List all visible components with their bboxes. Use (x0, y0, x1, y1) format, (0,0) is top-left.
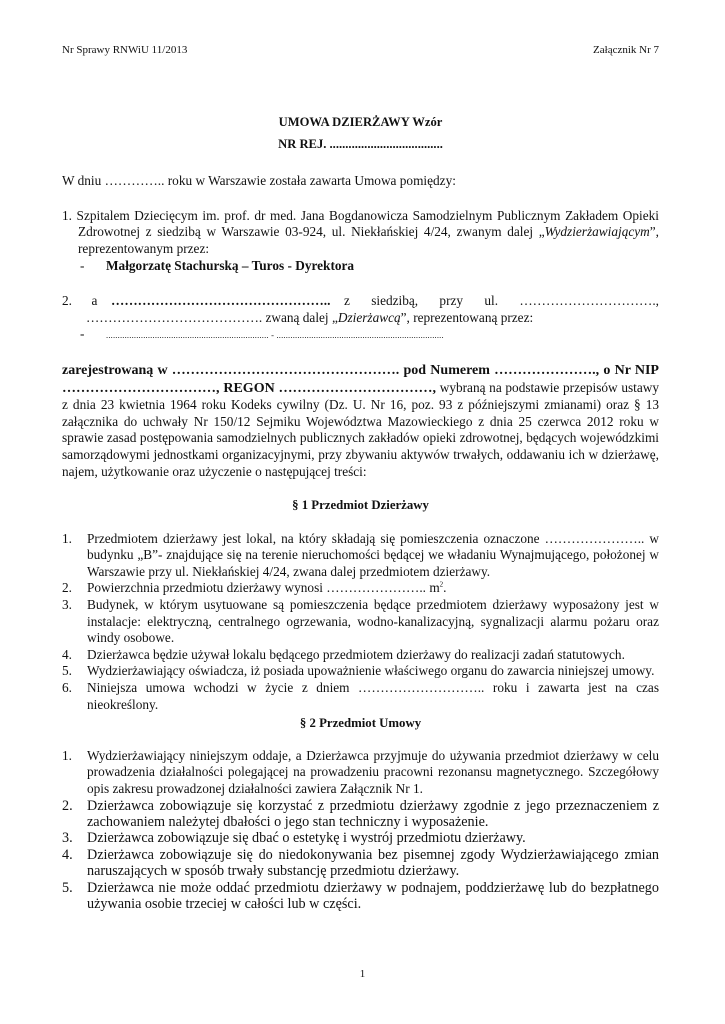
registration-paragraph (62, 362, 659, 480)
item-number: 2. (62, 797, 73, 814)
item-text: Wydzierżawiający oświadcza, iż posiada upoważnienie właściwego organu do zawarcia niniejszej umowy. (87, 663, 655, 679)
contract-intro: W dniu ………….. roku w Warszawie została zawarta Umowa pomiędzy: (62, 173, 456, 189)
party-1-text-end: ”, reprezentowanym przez: (78, 224, 659, 256)
party-2-line2-start: …………………………………. zwaną dalej „ (86, 309, 338, 325)
party-1-term: Wydzierżawiającym (544, 224, 650, 240)
dash-bullet: - (80, 257, 85, 273)
section-1-heading: § 1 Przedmiot Dzierżawy (292, 498, 429, 513)
item-number: 5. (62, 663, 72, 679)
item-number: 1. (62, 530, 72, 546)
dash-bullet: - (80, 326, 85, 342)
page-number: 1 (359, 968, 366, 980)
party-2-number: 2. (62, 293, 72, 309)
item-number: 2. (62, 580, 72, 596)
list-item (62, 680, 659, 713)
section-1-list (62, 531, 659, 714)
party-2-rep-blank-2: ........................................................................ (276, 330, 444, 341)
item-number: 3. (62, 830, 73, 847)
item-text: Wydzierżawiający niniejszym oddaje, a Dzierżawca przyjmuje do używania przedmiot dzierżawy w celu prowadzenia działalności polegającej na prowadzeniu pracowni rezonansu magnetycznego. Szczegółowy opis zakresu prowadzonej działalności zawiera Załącznik Nr 1. (87, 747, 659, 796)
item-number: 6. (62, 680, 72, 696)
list-item (62, 798, 659, 831)
list-item (62, 847, 659, 880)
party-1-representative: Małgorzatę Stachurską – Turos - Dyrektora (106, 257, 355, 273)
party-1 (62, 208, 659, 274)
document-title: UMOWA DZIERŻAWY Wzór (278, 115, 443, 129)
list-item (62, 580, 659, 597)
item-text: Dzierżawca zobowiązuje się dbać o estetykę i wystrój przedmiotu dzierżawy. (87, 830, 526, 847)
item-number: 1. (62, 747, 72, 763)
item-text: Dzierżawca zobowiązuje się do niedokonywania bez pisemnej zgody Wydzierżawiającego zmian naruszających w sposób trwały substancję przedmiotu dzierżawy. (87, 846, 659, 880)
party-2 (62, 293, 659, 344)
item-text: Powierzchnia przedmiotu dzierżawy wynosi ………………….. m (87, 580, 440, 596)
item-text: Budynek, w którym usytuowane są pomieszczenia będące przedmiotem dzierżawy wyposażony jest w instalacje: elektryczną, centralnego ogrzewania, wodno-kanalizacyjną, sygnalizacji alarmu pożaru oraz windy osobowe. (87, 597, 659, 646)
section-2-list (62, 748, 659, 913)
party-1-text-start: 1. Szpitalem Dziecięcym im. prof. dr med. Jana Bogdanowicza Samodzielnym Publicznym Zakładem Opieki Zdrowotnej z siedzibą w Warszawie 03-924, ul. Niekłańskiej 4/24, zwanym dalej „ (62, 207, 659, 240)
list-item (62, 880, 659, 913)
list-item (62, 647, 659, 664)
party-2-seat: z siedzibą, przy ul. …………………………., (343, 293, 659, 309)
item-number: 3. (62, 597, 72, 613)
item-text-after: . (443, 580, 447, 596)
list-item (62, 663, 659, 680)
section-2-heading: § 2 Przedmiot Umowy (299, 716, 422, 731)
list-item (62, 597, 659, 647)
item-text: Dzierżawca zobowiązuje się korzystać z przedmiotu dzierżawy zgodnie z jego przeznaczeniem z zachowaniem należytej dbałości o jego stan techniczny i wyposażenie. (87, 797, 659, 830)
list-item (62, 531, 659, 581)
party-2-name-blank: ………………………………………….. (111, 293, 331, 309)
item-number: 5. (62, 879, 73, 896)
party-2-rep-blank-1: ...................................................................... (106, 330, 269, 341)
registration-number: NR REJ. .................................... (278, 136, 443, 151)
case-number: Nr Sprawy RNWiU 11/2013 (62, 44, 188, 56)
item-text: Dzierżawca nie może oddać przedmiotu dzierżawy w podnajem, poddzierżawę lub do bezpłatnego używania osobie trzeciej w całości lub w części. (87, 879, 659, 913)
item-number: 4. (62, 646, 72, 662)
item-text: Niniejsza umowa wchodzi w życie z dniem ……………………….. roku i zawarta jest na czas nieokreślony. (87, 680, 659, 712)
list-item (62, 748, 659, 798)
page-header (62, 44, 659, 57)
attachment-number: Załącznik Nr 7 (593, 44, 659, 56)
superscript: 2 (439, 581, 444, 590)
party-2-a: a (91, 293, 98, 309)
party-2-rep-separator: - (268, 330, 277, 341)
item-text: Przedmiotem dzierżawy jest lokal, na który składają się pomieszczenia oznaczone ………………….. w budynku „B”- znajdujące się na terenie nieruchomości będącej we władaniu Wynajmującego, położonej w Warszawie przy ul. Niekłańskiej 4/24, zwana dalej przedmiotem dzierżawy. (87, 530, 659, 579)
party-2-term: Dzierżawcą (337, 309, 401, 325)
registration-bold: zarejestrowaną w …………………………………………. pod Numerem …………………., o Nr NIP ……………………………, REGON ……………………………, (62, 362, 659, 396)
item-number: 4. (62, 846, 73, 863)
registration-text: wybraną na podstawie przepisów ustawy z dnia 23 kwietnia 1964 roku Kodeks cywilny (Dz. U. Nr 16, poz. 93 z późniejszymi zmianami) oraz § 13 załącznika do uchwały Nr 150/12 Sejmiku Województwa Mazowieckiego z dnia 25 czerwca 2012 roku w sprawie zasad postępowania samodzielnych publicznych zakładów opieki zdrowotnej, będących wojewódzkimi samorządowymi jednostkami organizacyjnymi, przy zbywaniu aktywów trwałych, oddawaniu ich w dzierżawę, najem, użytkowanie oraz użyczenie o następującej treści: (62, 379, 659, 479)
list-item (62, 830, 659, 846)
item-text: Dzierżawca będzie używał lokalu będącego przedmiotem dzierżawy do realizacji zadań statutowych. (87, 646, 625, 662)
party-2-line2-end: ”, reprezentowaną przez: (400, 309, 534, 325)
